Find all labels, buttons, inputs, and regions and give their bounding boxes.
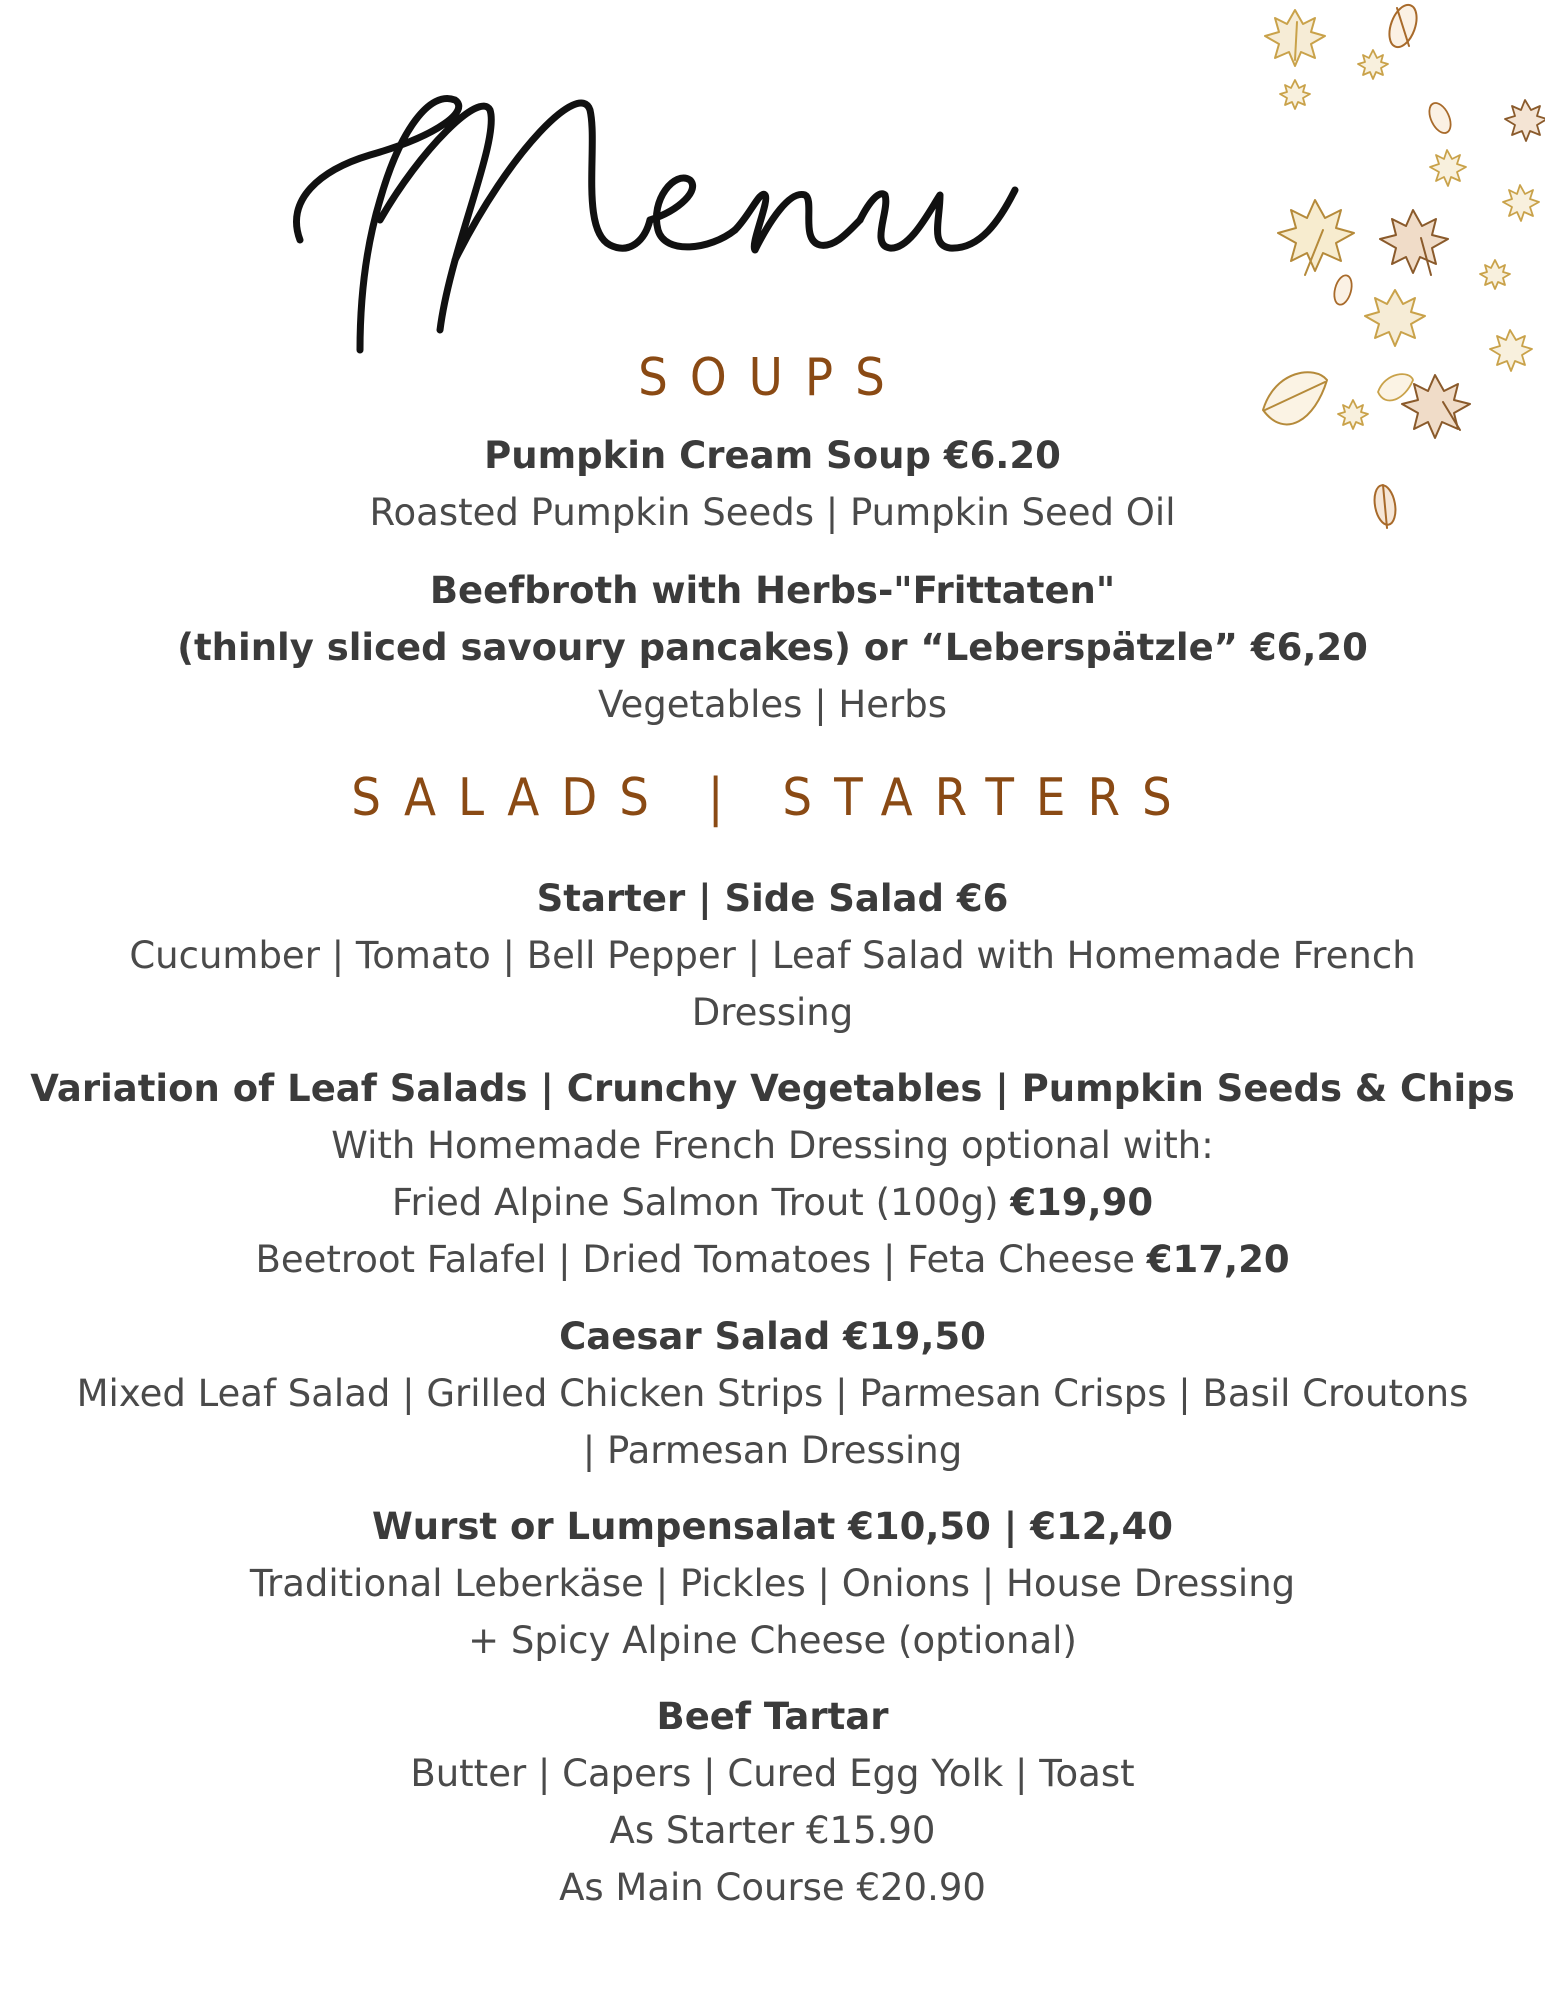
- item-option-salmon-trout: [0, 1174, 1545, 1231]
- option-price: €17,20: [1146, 1238, 1290, 1281]
- menu-item-pumpkin-cream-soup: [0, 427, 1545, 541]
- menu-title: [280, 70, 1280, 370]
- item-description-line-1: Traditional Leberkäse | Pickles | Onions | House Dressing: [249, 1562, 1296, 1605]
- item-name: Pumpkin Cream Soup €6.20: [484, 434, 1061, 477]
- item-description-line-2: As Starter €15.90: [609, 1809, 936, 1852]
- item-description-line-3: As Main Course €20.90: [559, 1866, 986, 1909]
- menu-item-beefbroth: [0, 562, 1545, 733]
- item-name: Caesar Salad €19,50: [559, 1315, 986, 1358]
- section-heading-salads-starters: SALADS | STARTERS: [351, 768, 1194, 828]
- option-price: €19,90: [1010, 1181, 1154, 1224]
- section-heading-soups: SOUPS: [638, 348, 907, 408]
- menu-item-wurst-lumpensalat: [0, 1498, 1545, 1669]
- item-description-line-2: Dressing: [691, 991, 854, 1034]
- item-description-line-1: Butter | Capers | Cured Egg Yolk | Toast: [410, 1752, 1135, 1795]
- option-text: Beetroot Falafel | Dried Tomatoes | Feta Cheese: [255, 1238, 1147, 1281]
- item-name: Wurst or Lumpensalat €10,50 | €12,40: [372, 1505, 1173, 1548]
- item-name-line-2: (thinly sliced savoury pancakes) or “Leberspätzle” €6,20: [177, 626, 1368, 669]
- item-description-line-1: Mixed Leaf Salad | Grilled Chicken Strips | Parmesan Crisps | Basil Croutons: [76, 1372, 1469, 1415]
- item-option-falafel: [0, 1231, 1545, 1288]
- menu-item-side-salad: [0, 870, 1545, 1041]
- menu-item-caesar-salad: [0, 1308, 1545, 1479]
- item-description-line-1: Cucumber | Tomato | Bell Pepper | Leaf Salad with Homemade French: [129, 934, 1416, 977]
- menu-item-beef-tartar: [0, 1688, 1545, 1916]
- item-description-line-1: With Homemade French Dressing optional with:: [331, 1124, 1214, 1167]
- menu-item-variation-leaf-salads: [0, 1060, 1545, 1288]
- item-description-line-2: | Parmesan Dressing: [582, 1429, 963, 1472]
- item-name: Variation of Leaf Salads | Crunchy Vegetables | Pumpkin Seeds & Chips: [30, 1067, 1515, 1110]
- item-name-line-1: Beefbroth with Herbs-"Frittaten": [429, 569, 1116, 612]
- item-name: Starter | Side Salad €6: [536, 877, 1009, 920]
- menu-script-lettering: [280, 70, 1280, 370]
- item-description-line-2: + Spicy Alpine Cheese (optional): [468, 1619, 1077, 1662]
- item-name: Beef Tartar: [656, 1695, 889, 1738]
- item-description: Vegetables | Herbs: [598, 683, 947, 726]
- item-description: Roasted Pumpkin Seeds | Pumpkin Seed Oil: [369, 491, 1176, 534]
- option-text: Fried Alpine Salmon Trout (100g): [391, 1181, 1011, 1224]
